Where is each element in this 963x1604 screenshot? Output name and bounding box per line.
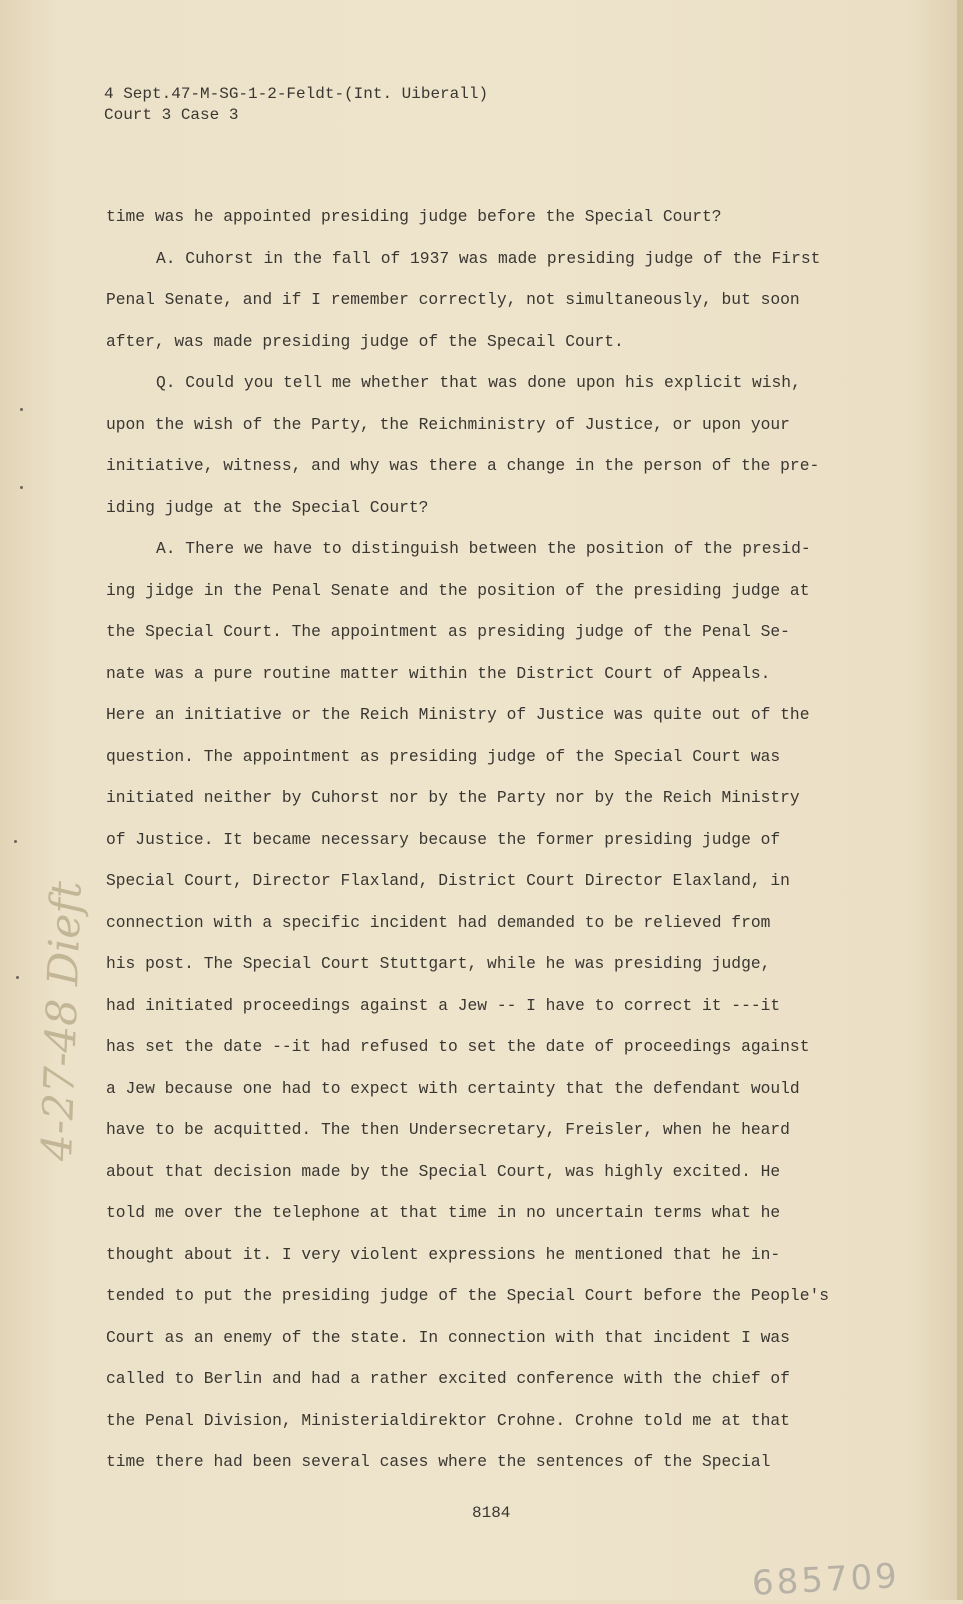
transcript-line: upon the wish of the Party, the Reichministry of Justice, or upon your [106,414,790,434]
document-header [104,84,488,126]
transcript-line: about that decision made by the Special Court, was highly excited. He [106,1161,781,1181]
transcript-line: called to Berlin and had a rather excited conference with the chief of [106,1369,790,1388]
page-edge [957,0,963,1600]
transcript-line: a Jew because one had to expect with certainty that the defendant would [106,1078,800,1098]
paper-speck [20,408,23,411]
transcript-line: Court as an enemy of the state. In connection with that incident I was [106,1327,790,1347]
transcript-line: Penal Senate, and if I remember correctly, not simultaneously, but soon [106,290,800,309]
transcript-line: iding judge at the Special Court? [106,497,429,517]
transcript-line: his post. The Special Court Stuttgart, while he was presiding judge, [106,954,771,973]
transcript-line: had initiated proceedings against a Jew -- I have to correct it ---it [106,995,781,1015]
transcript-line: initiative, witness, and why was there a change in the person of the pre- [106,456,820,475]
handwritten-margin-note: 4-27-48 Dieft [32,880,91,1162]
transcript-line: told me over the telephone at that time in no uncertain terms what he [106,1203,781,1222]
archive-stamp-number: 685709 [751,1556,901,1604]
transcript-line: after, was made presiding judge of the Specail Court. [106,331,624,351]
paper-speck [16,976,19,979]
page-number: 8184 [472,1504,511,1522]
transcript-line: Q. Could you tell me whether that was done upon his explicit wish, [156,373,801,392]
transcript-line: initiated neither by Cuhorst nor by the Party nor by the Reich Ministry [106,788,800,807]
transcript-line: tended to put the presiding judge of the Special Court before the People's [106,1286,830,1305]
transcript-line: connection with a specific incident had demanded to be relieved from [106,912,771,932]
paper-speck [14,840,17,843]
transcript-line: time there had been several cases where the sentences of the Special [106,1452,771,1471]
paper-speck [20,486,23,489]
transcript-line: have to be acquitted. The then Undersecretary, Freisler, when he heard [106,1120,790,1139]
transcript-line: of Justice. It became necessary because the former presiding judge of [106,829,781,849]
transcript-line: A. There we have to distinguish between the position of the presid- [156,539,811,558]
header-session-line: 4 Sept.47-M-SG-1-2-Feldt-(Int. Uiberall) [104,85,489,103]
transcript-line: ing jidge in the Penal Senate and the position of the presiding judge at [106,580,810,600]
transcript-line: A. Cuhorst in the fall of 1937 was made presiding judge of the First [156,248,821,268]
transcript-line: Here an initiative or the Reich Ministry of Justice was quite out of the [106,705,810,724]
header-court-line: Court 3 Case 3 [104,106,239,124]
transcript-line: Special Court, Director Flaxland, District Court Director Elaxland, in [106,871,790,890]
transcript-body [106,206,866,1493]
transcript-line: thought about it. I very violent expressions he mentioned that he in- [106,1244,781,1264]
transcript-line: question. The appointment as presiding judge of the Special Court was [106,746,781,766]
transcript-line: has set the date --it had refused to set the date of proceedings against [106,1037,810,1056]
transcript-line: the Penal Division, Ministerialdirektor Crohne. Crohne told me at that [106,1410,790,1430]
transcript-line: time was he appointed presiding judge before the Special Court? [106,207,722,226]
transcript-line: nate was a pure routine matter within the District Court of Appeals. [106,663,771,683]
transcript-line: the Special Court. The appointment as presiding judge of the Penal Se- [106,622,790,641]
